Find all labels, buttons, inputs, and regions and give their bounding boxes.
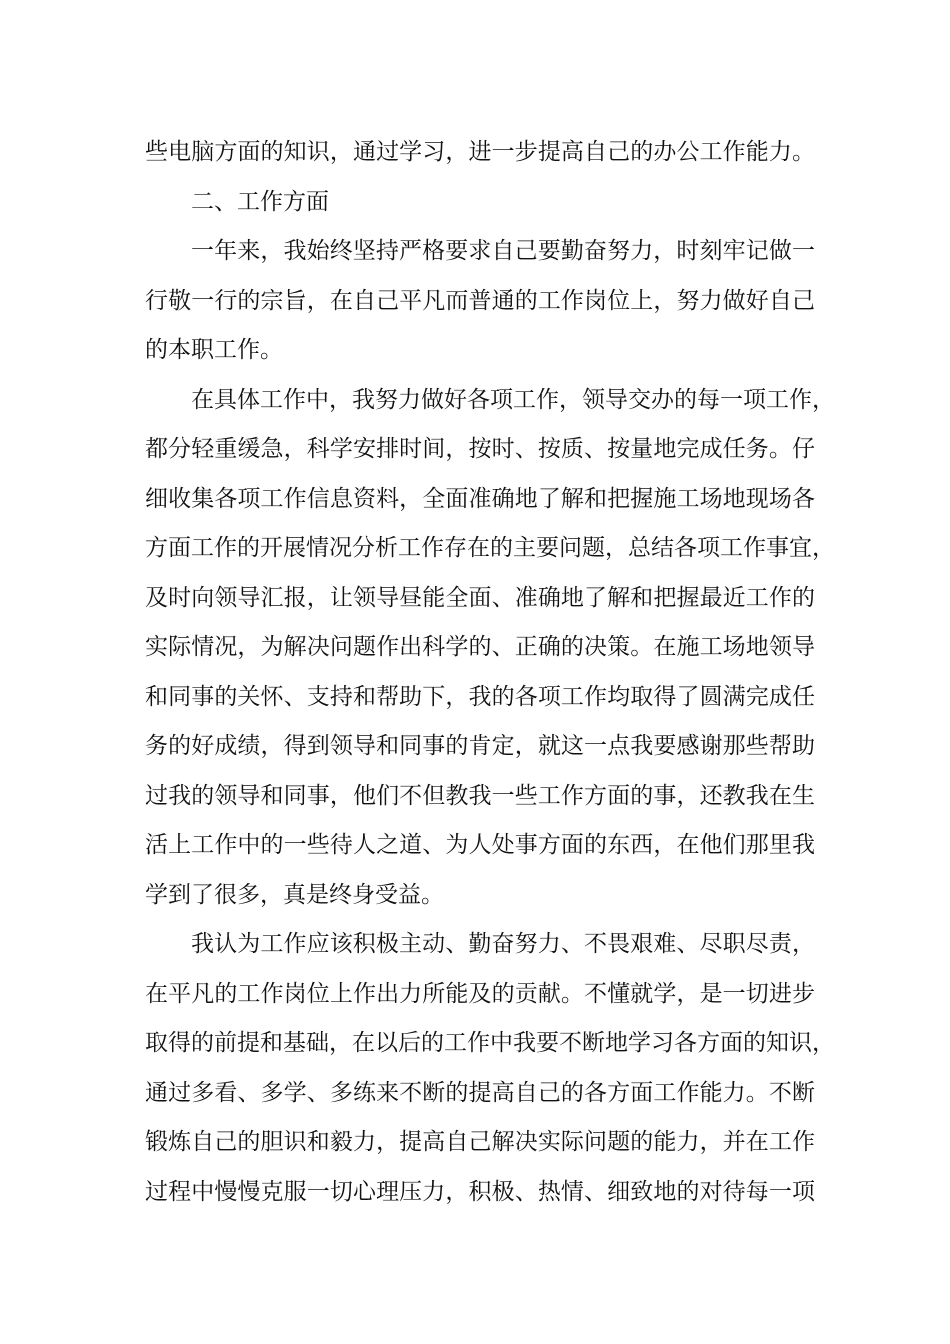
text-line: 行敬一行的宗旨，在自己平凡而普通的工作岗位上，努力做好自己 [145,287,815,314]
document-body [145,128,835,1217]
text-line: 及时向领导汇报，让领导昼能全面、准确地了解和把握最近工作的 [145,584,815,611]
text-line: 通过多看、多学、多练来不断的提高自己的各方面工作能力。不断 [145,1079,815,1106]
paragraph-first-line: 我认为工作应该积极主动、勤奋努力、不畏艰难、尽职尽责， [191,931,815,957]
text-line: 和同事的关怀、支持和帮助下，我的各项工作均取得了圆满完成任 [145,683,815,710]
text-line: 锻炼自己的胆识和毅力，提高自己解决实际问题的能力，并在工作 [145,1129,815,1155]
text-line: 方面工作的开展情况分析工作存在的主要问题，总结各项工作事宜， [145,535,835,561]
text-line: 都分轻重缓急，科学安排时间，按时、按质、按量地完成任务。仔 [145,436,815,462]
text-line: 过程中慢慢克服一切心理压力，积极、热情、细致地的对待每一项 [145,1178,815,1205]
text-line: 些电脑方面的知识，通过学习，进一步提高自己的办公工作能力。 [145,139,815,165]
text-line: 过我的领导和同事，他们不但教我一些工作方面的事，还教我在生 [145,782,815,809]
text-line: 在平凡的工作岗位上作出力所能及的贡献。不懂就学，是一切进步 [145,980,815,1007]
text-line: 实际情况，为解决问题作出科学的、正确的决策。在施工场地领导 [145,634,815,660]
section-heading: 二、工作方面 [191,188,329,215]
paragraph-first-line: 在具体工作中，我努力做好各项工作，领导交办的每一项工作， [191,386,835,413]
paragraph-first-line: 一年来，我始终坚持严格要求自己要勤奋努力，时刻牢记做一 [191,238,815,264]
text-line: 学到了很多，真是终身受益。 [145,881,444,908]
text-line: 细收集各项工作信息资料，全面准确地了解和把握施工场地现场各 [145,485,815,512]
text-line: 的本职工作。 [145,337,283,363]
text-line: 活上工作中的一些待人之道、为人处事方面的东西，在他们那里我 [145,832,815,858]
text-line: 务的好成绩，得到领导和同事的肯定，就这一点我要感谢那些帮助 [145,733,815,759]
text-line: 取得的前提和基础，在以后的工作中我要不断地学习各方面的知识， [145,1030,835,1056]
